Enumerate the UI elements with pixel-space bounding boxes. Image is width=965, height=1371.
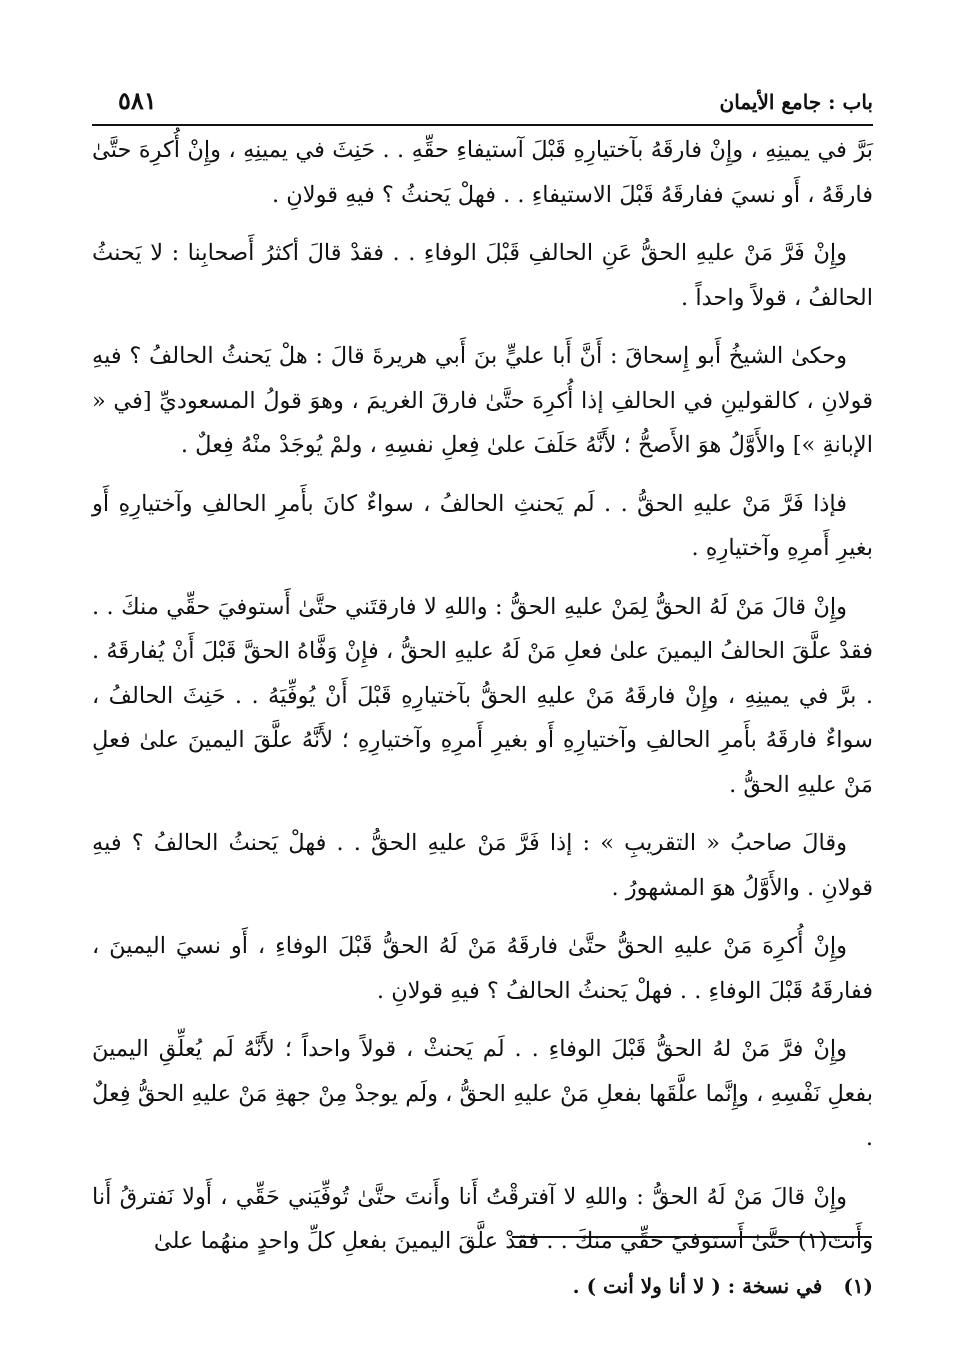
page-number: ٥٨١ [118, 86, 157, 115]
paragraph: وإِنْ فَرَّ مَنْ عليهِ الحقُّ عَنِ الحالفِ قَبْلَ الوفاءِ . . فقدْ قالَ أكثرُ أَصحابِنا : لا يَحنثُ الحالفُ ، قولاً واحداً . [92, 240, 873, 311]
paragraph: وإِنْ فرَّ مَنْ لهُ الحقُّ قَبْلَ الوفاءِ . . لَم يَحنثْ ، قولاً واحداً ؛ لأَنَّهُ لَم يُعلِّقِ اليمينَ بفعلِ نَفْسِهِ ، وإِنَّما علَّقَها بفعلِ مَنْ عليهِ الحقُّ ، ولَم يوجدْ مِنْ جهةِ مَنْ عليهِ الحقُّ فِعلٌ . [92, 1036, 873, 1151]
footnote-separator [512, 1236, 872, 1238]
paragraph: وإِنْ قالَ مَنْ لَهُ الحقُّ : واللهِ لا آفترقْتُ أَنا وأَنتَ حتَّىٰ تُوفِّيَني حَقِّي ، أَولا نَفترقُ أَنا وأَنتَ(١) حتَّىٰ أَستوفيَ حقِّي منكَ . . فقدْ علَّقَ اليمينَ بفعلِ كلِّ واحدٍ منهُما علىٰ [92, 1183, 873, 1254]
paragraph: بَرَّ في يمينِهِ ، وإِنْ فارقَهُ بآختيارِهِ قَبْلَ آستيفاءِ حقِّهِ . . حَنِثَ في يمينِهِ ، وإِنْ أُكرِهَ حتَّىٰ فارقَهُ ، أَو نسيَ ففارقَهُ قَبْلَ الاستيفاءِ . . فهلْ يَحنثُ ؟ فيهِ قولانِ . [92, 137, 873, 208]
footnote-text: في نسخة : ( لا أنا ولا أنت ) . [572, 1274, 823, 1298]
footnote-marker: (١) [843, 1274, 873, 1298]
paragraph: فإذا فَرَّ مَنْ عليهِ الحقُّ . . لَم يَحنثِ الحالفُ ، سواءٌ كانَ بأَمرِ الحالفِ وآختيارِهِ أَو بغيرِ أَمرِهِ وآختيارِهِ . [92, 490, 873, 561]
chapter-title: باب : جامع الأيمان [719, 90, 873, 114]
paragraph: وحكىٰ الشيخُ أَبو إِسحاقَ : أَنَّ أَبا عليٍّ بنَ أَبي هريرةَ قالَ : هلْ يَحنثُ الحالفُ ؟ فيهِ قولانِ ، كالقولينِ في الحالفِ إذا أُكرِهَ حتَّىٰ فارقَ الغريمَ ، وهوَ قولُ المسعوديِّ [في « الإبانةِ »] والأَوَّلُ هوَ الأَصحُّ ؛ لأَنَّهُ حَلَفَ علىٰ فِعلِ نفسِهِ ، ولمْ يُوجَدْ منْهُ فِعلٌ . [92, 343, 873, 458]
page-header [92, 84, 873, 126]
paragraph: وإِنْ قالَ مَنْ لَهُ الحقُّ لِمَنْ عليهِ الحقُّ : واللهِ لا فارقتَني حتَّىٰ أَستوفيَ حقِّي منكَ . . فقدْ علَّقَ الحالفُ اليمينَ علىٰ فعلِ مَنْ لَهُ عليهِ الحقُّ ، فإِنْ وَفَّاهُ الحقَّ قَبْلَ أَنْ يُفارقَهُ . . برَّ في يمينِهِ ، وإِنْ فارقَهُ مَنْ عليهِ الحقُّ بآختيارِهِ قَبْلَ أَنْ يُوفِّيَهُ . . حَنِثَ الحالفُ ، سواءٌ فارقَهُ بأَمرِ الحالفِ وآختيارِهِ أَو بغيرِ أَمرِهِ وآختيارِهِ ؛ لأَنَّهُ علَّقَ اليمينَ علىٰ فعلِ مَنْ عليهِ الحقُّ . [92, 593, 873, 798]
paragraph: وقالَ صاحبُ « التقريبِ » : إذا فَرَّ مَنْ عليهِ الحقُّ . . فهلْ يَحنثُ الحالفُ ؟ فيهِ قولانِ . والأَوَّلُ هوَ المشهورُ . [92, 830, 873, 901]
footnote [92, 1274, 873, 1298]
main-text [92, 128, 873, 1276]
paragraph: وإِنْ أُكرِهَ مَنْ عليهِ الحقُّ حتَّىٰ فارقَهُ مَنْ لَهُ الحقُّ قَبْلَ الوفاءِ ، أَو نسيَ اليمينَ ، ففارقَهُ قَبْلَ الوفاءِ . . فهلْ يَحنثُ الحالفُ ؟ فيهِ قولانِ . [92, 933, 873, 1004]
